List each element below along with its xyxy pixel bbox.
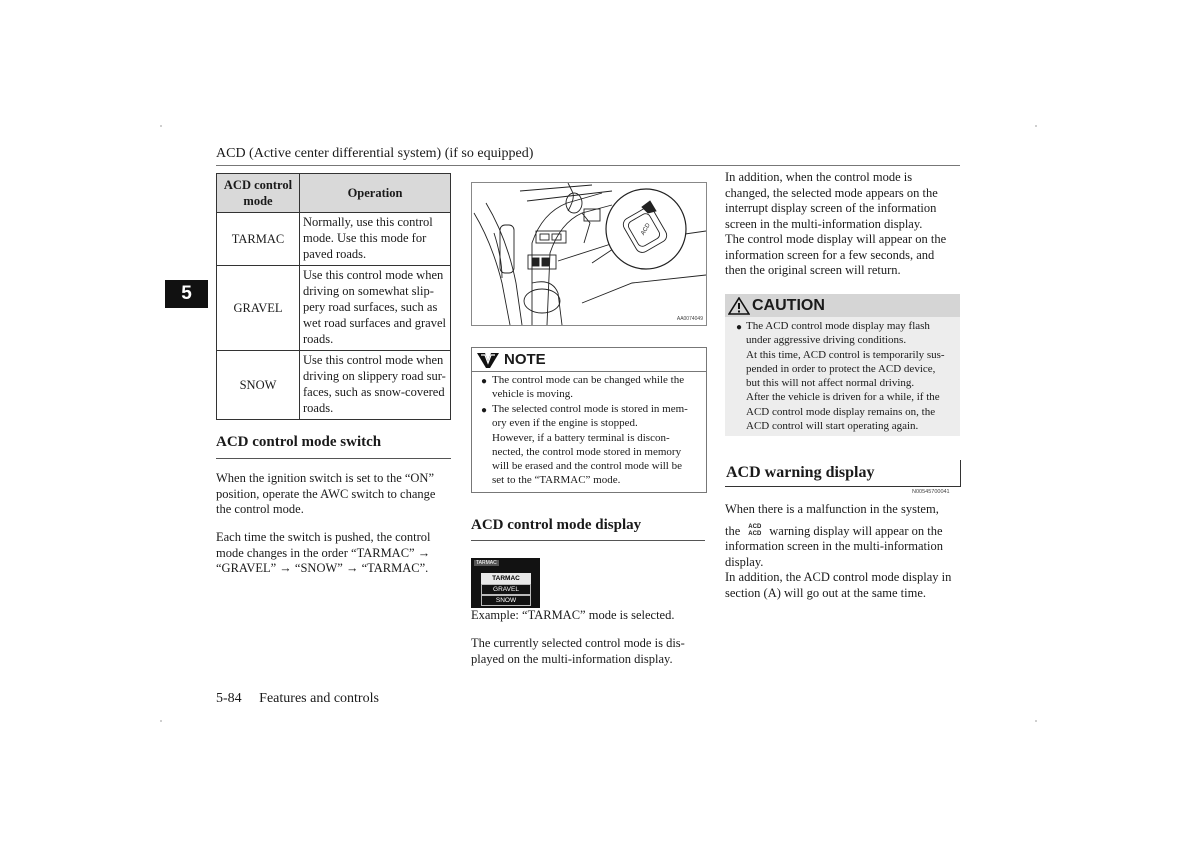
figure-code: AA0074049	[676, 316, 703, 322]
text-line: Each time the switch is pushed, the control	[216, 530, 431, 544]
crop-mark	[160, 125, 162, 127]
warning-triangle-icon	[728, 297, 750, 315]
section-code: N00545700041	[912, 489, 950, 495]
display-mode-tarmac: TARMAC	[481, 573, 531, 584]
text-line: Use this control mode when	[303, 268, 444, 282]
header-rule	[216, 165, 960, 166]
page-number: 5-84	[216, 691, 242, 706]
operation-cell	[300, 213, 451, 266]
table-row	[217, 266, 451, 351]
caution-item	[746, 319, 957, 433]
text-line: section (A) will go out at the same time.	[725, 585, 926, 600]
chapter-tab: 5	[165, 280, 208, 308]
text-line: driving on somewhat slip-	[303, 284, 434, 298]
page-header-title: ACD (Active center differential system) (if so equipped)	[216, 146, 534, 161]
operation-cell	[300, 266, 451, 351]
text-fragment: warning display will appear on the	[769, 523, 943, 538]
text-line: pended in order to protect the ACD device,	[746, 362, 936, 375]
text-line: interrupt display screen of the information	[725, 201, 937, 215]
text-line: mode. Use this mode for	[303, 231, 427, 245]
text-line: ACD control will start operating again.	[746, 420, 919, 433]
icon-text-bottom: ACD	[748, 531, 762, 538]
table-header-operation: Operation	[300, 174, 451, 213]
section-heading-display: ACD control mode display	[471, 517, 642, 533]
text-line: under aggressive driving conditions.	[746, 334, 907, 347]
note-item	[492, 373, 703, 402]
text-line: screen in the multi-information display.	[725, 216, 923, 231]
text-line: faces, such as snow-covered	[303, 385, 445, 399]
mode-cell: SNOW	[217, 351, 300, 420]
text-line: information screen for a few seconds, and	[725, 247, 935, 262]
text-line: The control mode display will appear on the	[725, 232, 947, 246]
text-line: “GRAVEL” → “SNOW” → “TARMAC”.	[216, 561, 429, 575]
note-label: NOTE	[504, 351, 546, 368]
heading-rule	[471, 540, 705, 541]
acd-switch-illustration	[471, 182, 707, 326]
text-line: the control mode.	[216, 502, 304, 516]
text-line: The control mode can be changed while the	[492, 374, 685, 386]
table-row	[217, 213, 451, 266]
crop-mark	[1035, 720, 1037, 722]
table-header-row	[217, 174, 451, 213]
crop-mark	[1035, 125, 1037, 127]
text-line: When the ignition switch is set to the “ON”	[216, 471, 435, 485]
text-line: changed, the selected mode appears on the	[725, 185, 938, 200]
heading-rule	[216, 458, 451, 459]
text-line: In addition, the ACD control mode display in	[725, 570, 952, 584]
bullet-icon: ●	[736, 322, 743, 333]
text-line: wet road surfaces and gravel	[303, 316, 446, 330]
text-line: vehicle is moving.	[492, 388, 573, 401]
display-mode-snow: SNOW	[481, 595, 531, 606]
display-paragraph	[471, 636, 705, 667]
table-header-mode: ACD control mode	[217, 174, 300, 213]
text-line: After the vehicle is driven for a while, if the	[746, 391, 940, 404]
text-line: When there is a malfunction in the system,	[725, 502, 939, 516]
control-mode-table	[216, 173, 451, 420]
caution-label: CAUTION	[752, 296, 825, 314]
text-line: Normally, use this control	[303, 215, 433, 229]
console-drawing	[472, 183, 706, 325]
note-item	[492, 402, 703, 488]
text-line: but this will not affect normal driving.	[746, 377, 915, 390]
section-heading-warning: ACD warning display	[726, 464, 875, 481]
text-line: played on the multi-information display.	[471, 651, 673, 666]
text-line: At this time, ACD control is temporarily sus-	[746, 348, 945, 361]
text-line: ACD control mode display remains on, the	[746, 405, 936, 418]
bullet-icon: ●	[481, 376, 488, 387]
switch-paragraph-1	[216, 471, 451, 518]
multi-info-display-example	[471, 558, 540, 608]
warning-icon-line	[725, 524, 960, 540]
text-line: paved roads.	[303, 247, 367, 261]
display-mode-gravel: GRAVEL	[481, 584, 531, 595]
text-line: pery road surfaces, such as	[303, 300, 438, 314]
bullet-icon: ●	[481, 405, 488, 416]
text-line: The selected control mode is stored in mem-	[492, 403, 688, 415]
operation-cell	[300, 351, 451, 420]
table-row	[217, 351, 451, 420]
caution-box	[725, 294, 960, 436]
icon-text-top: ACD	[748, 524, 762, 531]
section-heading-switch: ACD control mode switch	[216, 434, 382, 450]
switch-paragraph-2	[216, 530, 451, 577]
note-icon	[476, 351, 500, 369]
text-line: ory even if the engine is stopped.	[492, 417, 638, 430]
text-line: then the original screen will return.	[725, 263, 901, 277]
text-line: In addition, when the control mode is	[725, 170, 913, 184]
text-line: will be erased and the control mode will be	[492, 460, 682, 473]
text-line: The currently selected control mode is dis-	[471, 636, 685, 650]
mode-cell: GRAVEL	[217, 266, 300, 351]
mode-cell: TARMAC	[217, 213, 300, 266]
text-line: The ACD control mode display may flash	[746, 320, 930, 332]
text-fragment: the	[725, 523, 741, 538]
page-footer	[216, 691, 379, 707]
switch-label: ACD	[640, 222, 652, 237]
text-line: driving on slippery road sur-	[303, 369, 446, 383]
note-box	[471, 347, 707, 493]
warning-paragraph	[725, 502, 960, 601]
right-intro-paragraph	[725, 170, 960, 279]
text-line: Use this control mode when	[303, 353, 444, 367]
text-line: position, operate the AWC switch to change	[216, 486, 436, 501]
footer-section: Features and controls	[259, 691, 379, 706]
text-line: roads.	[303, 332, 334, 346]
text-line: roads.	[303, 401, 334, 415]
text-line: information screen in the multi-information	[725, 539, 943, 553]
acd-warning-icon	[748, 524, 761, 538]
crop-mark	[160, 720, 162, 722]
caution-header	[725, 294, 960, 317]
text-line: mode changes in the order “TARMAC” →	[216, 545, 431, 560]
text-line: set to the “TARMAC” mode.	[492, 474, 621, 487]
note-header	[472, 348, 706, 372]
text-line: nected, the control mode stored in memory	[492, 445, 682, 458]
text-line: However, if a battery terminal is discon-	[492, 431, 670, 444]
display-caption: Example: “TARMAC” mode is selected.	[471, 608, 675, 622]
display-top-label: TARMAC	[476, 560, 497, 566]
text-line: display.	[725, 554, 764, 569]
